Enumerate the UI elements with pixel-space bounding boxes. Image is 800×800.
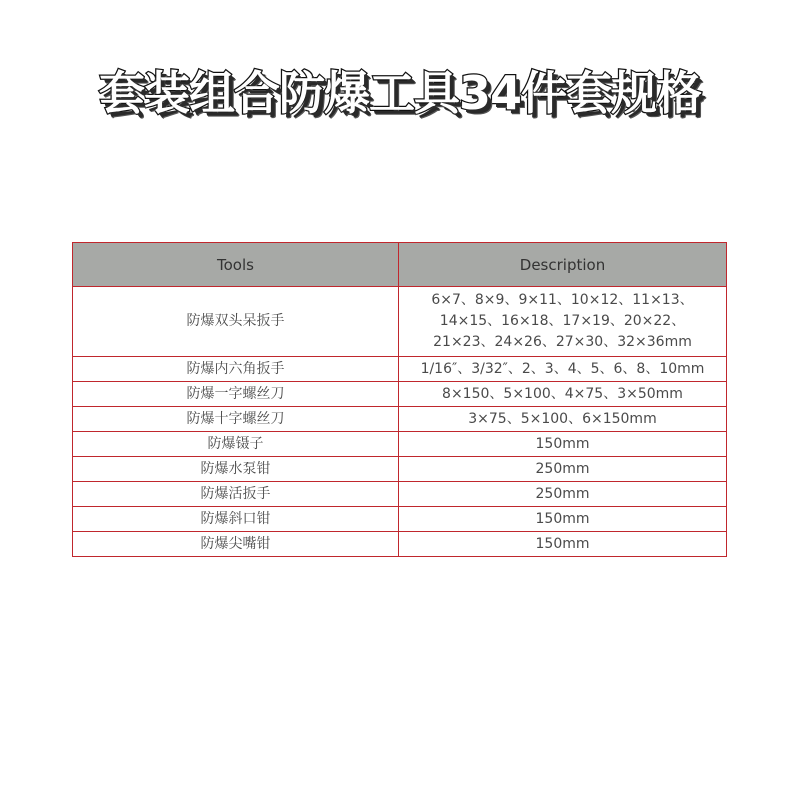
page-title: 套装组合防爆工具34件套规格 [98, 66, 701, 120]
spec-table [72, 242, 727, 557]
table-row [73, 432, 727, 457]
tool-name: 防爆尖嘴钳 [73, 532, 399, 557]
tool-name: 防爆活扳手 [73, 482, 399, 507]
tool-description: 250mm [399, 482, 727, 507]
tool-description: 150mm [399, 532, 727, 557]
tool-description: 8×150、5×100、4×75、3×50mm [399, 382, 727, 407]
table-row [73, 407, 727, 432]
table-row [73, 382, 727, 407]
tool-name: 防爆镊子 [73, 432, 399, 457]
table-row [73, 357, 727, 382]
table-header-row [73, 243, 727, 287]
table-row [73, 532, 727, 557]
column-header-description: Description [399, 243, 727, 287]
tool-description: 250mm [399, 457, 727, 482]
tool-description: 3×75、5×100、6×150mm [399, 407, 727, 432]
table-row [73, 507, 727, 532]
tool-description: 150mm [399, 507, 727, 532]
table-row [73, 482, 727, 507]
tool-description: 6×7、8×9、9×11、10×12、11×13、 14×15、16×18、17×19、20×22、 21×23、24×26、27×30、32×36mm [399, 287, 727, 357]
tool-name: 防爆一字螺丝刀 [73, 382, 399, 407]
tool-name: 防爆十字螺丝刀 [73, 407, 399, 432]
tool-name: 防爆斜口钳 [73, 507, 399, 532]
table-row [73, 287, 727, 357]
table-row [73, 457, 727, 482]
tool-name: 防爆双头呆扳手 [73, 287, 399, 357]
tool-name: 防爆水泵钳 [73, 457, 399, 482]
tool-description: 150mm [399, 432, 727, 457]
tool-name: 防爆内六角扳手 [73, 357, 399, 382]
tool-description: 1/16″、3/32″、2、3、4、5、6、8、10mm [399, 357, 727, 382]
column-header-tools: Tools [73, 243, 399, 287]
